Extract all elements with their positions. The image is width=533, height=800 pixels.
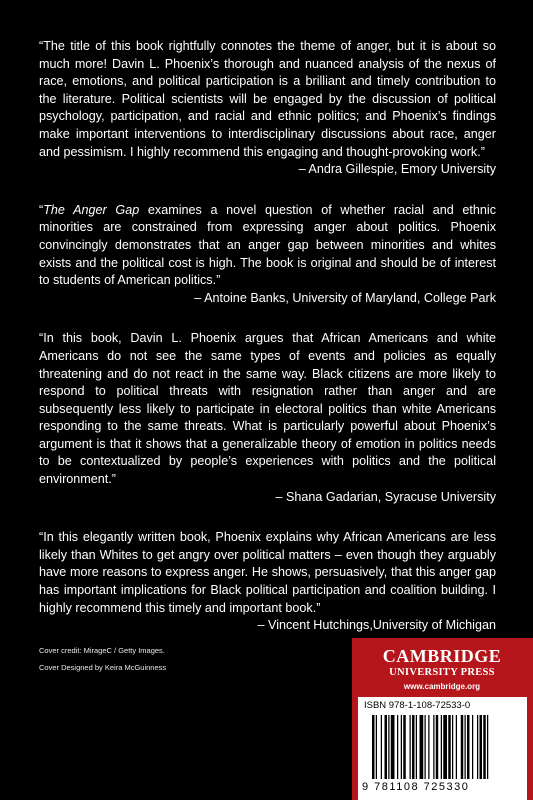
barcode-bar: [483, 715, 486, 779]
barcode-bar: [403, 715, 406, 779]
barcode-area: [358, 697, 527, 800]
blurb-attribution: – Shana Gadarian, Syracuse University: [275, 489, 496, 504]
blurb-attribution: – Vincent Hutchings,University of Michigan: [257, 618, 496, 633]
blurb-gadarian: [39, 330, 496, 506]
barcode-bar: [410, 715, 411, 779]
blurb-attribution: – Andra Gillespie, Emory University: [298, 162, 496, 177]
blurb-quote: “The Anger Gap examines a novel question of whether racial and ethnic minorities are constrained from expressing anger about politics. Phoenix convincingly demonstrates that an anger gap between minorities and whites exists and the political cost is high. The book is original and should be of interest to students of American politics.”: [39, 202, 496, 288]
barcode-bar: [448, 715, 451, 779]
blurbs-section: [39, 38, 496, 658]
barcode-bar: [436, 715, 439, 779]
barcode-bar: [487, 715, 488, 779]
barcode-bar: [425, 715, 426, 779]
barcode-bar: [456, 715, 457, 779]
barcode-bar: [461, 715, 464, 779]
barcode-bar: [452, 715, 453, 779]
barcode-bar: [416, 715, 417, 779]
blurb-attribution: – Antoine Banks, University of Maryland, College Park: [194, 290, 496, 305]
barcode-bar: [433, 715, 434, 779]
barcode-bar: [441, 715, 442, 779]
cover-designer-credit: Cover Designed by Keira McGuinness: [39, 663, 167, 672]
blurb-quote: “In this elegantly written book, Phoenix explains why African Americans are less likely than Whites to get angry over political matters – even though they arguably have more reasons to express anger. He shows, persuasively, that this anger gap has important implications for Black political participation and coalition building. I highly recommend this timely and important book.”: [39, 530, 496, 615]
blurb-quote-text: examines a novel question of whether racial and ethnic minorities are constrained from expressing anger about politics. Phoenix convincingly demonstrates that an anger gap between minorities and whites exists and the political cost is high. The book is original and should be of interest to students of American politics.”: [39, 202, 496, 288]
barcode-bar: [443, 715, 447, 779]
barcode-bar: [480, 715, 483, 779]
publisher-website: www.cambridge.org: [403, 682, 481, 691]
barcode-bar: [401, 715, 402, 779]
barcode-bar: [477, 715, 478, 779]
barcode-bar: [388, 715, 389, 779]
cover-credits: [39, 646, 166, 680]
blurb-hutchings: [39, 529, 496, 635]
barcode-bar: [428, 715, 429, 779]
barcode-bar: [385, 715, 388, 779]
publisher-panel: [352, 638, 533, 800]
isbn-label: ISBN 978-1-108-72533-0: [364, 700, 471, 711]
publisher-logo-press: UNIVERSITY PRESS: [389, 667, 495, 678]
blurb-quote: “In this book, Davin L. Phoenix argues that African Americans and white Americans do not see the same types of events and policies as equally threatening and do not react in the same way. Black citizens are more likely to respond to political threats with resignation rather than anger and are subsequently less likely to participate in electoral politics than white Americans responding to the same threats. What is particularly powerful about Phoenix’s argument is that it shows that a generalizable theory of emotion in politics needs to be contextualized by people’s experiences with politics and the political environment.”: [39, 331, 496, 487]
blurb-banks: [39, 202, 496, 308]
barcode-bar: [420, 715, 424, 779]
barcode-bar: [372, 715, 375, 779]
barcode-bar: [465, 715, 466, 779]
cover-image-credit: Cover credit: MirageC / Getty Images.: [39, 646, 165, 655]
barcode-bar: [472, 715, 473, 779]
barcode-bar: [397, 715, 398, 779]
barcode-bar: [467, 715, 470, 779]
barcode-digits: 9 781108 725330: [362, 781, 470, 793]
publisher-logo-name: CAMBRIDGE: [382, 646, 502, 666]
barcode-bar: [381, 715, 382, 779]
barcode-bar: [391, 715, 395, 779]
barcode-bar: [376, 715, 377, 779]
barcode-icon: [372, 715, 522, 779]
blurb-quote: “The title of this book rightfully connotes the theme of anger, but it is about so much more! Davin L. Phoenix’s thorough and nuanced analysis of the nexus of race, emotions, and political participation is a brilliant and timely contribution to the literature. Political scientists will be engaged by the discussion of political psychology, participation, and racial and ethnic politics; and Phoenix’s findings make important interventions to interdisciplinary discussions about race, anger and pessimism. I highly recommend this engaging and thought-provoking work.”: [39, 39, 496, 159]
barcode-bar: [412, 715, 415, 779]
book-title: The Anger Gap: [43, 202, 140, 217]
blurb-gillespie: [39, 38, 496, 179]
